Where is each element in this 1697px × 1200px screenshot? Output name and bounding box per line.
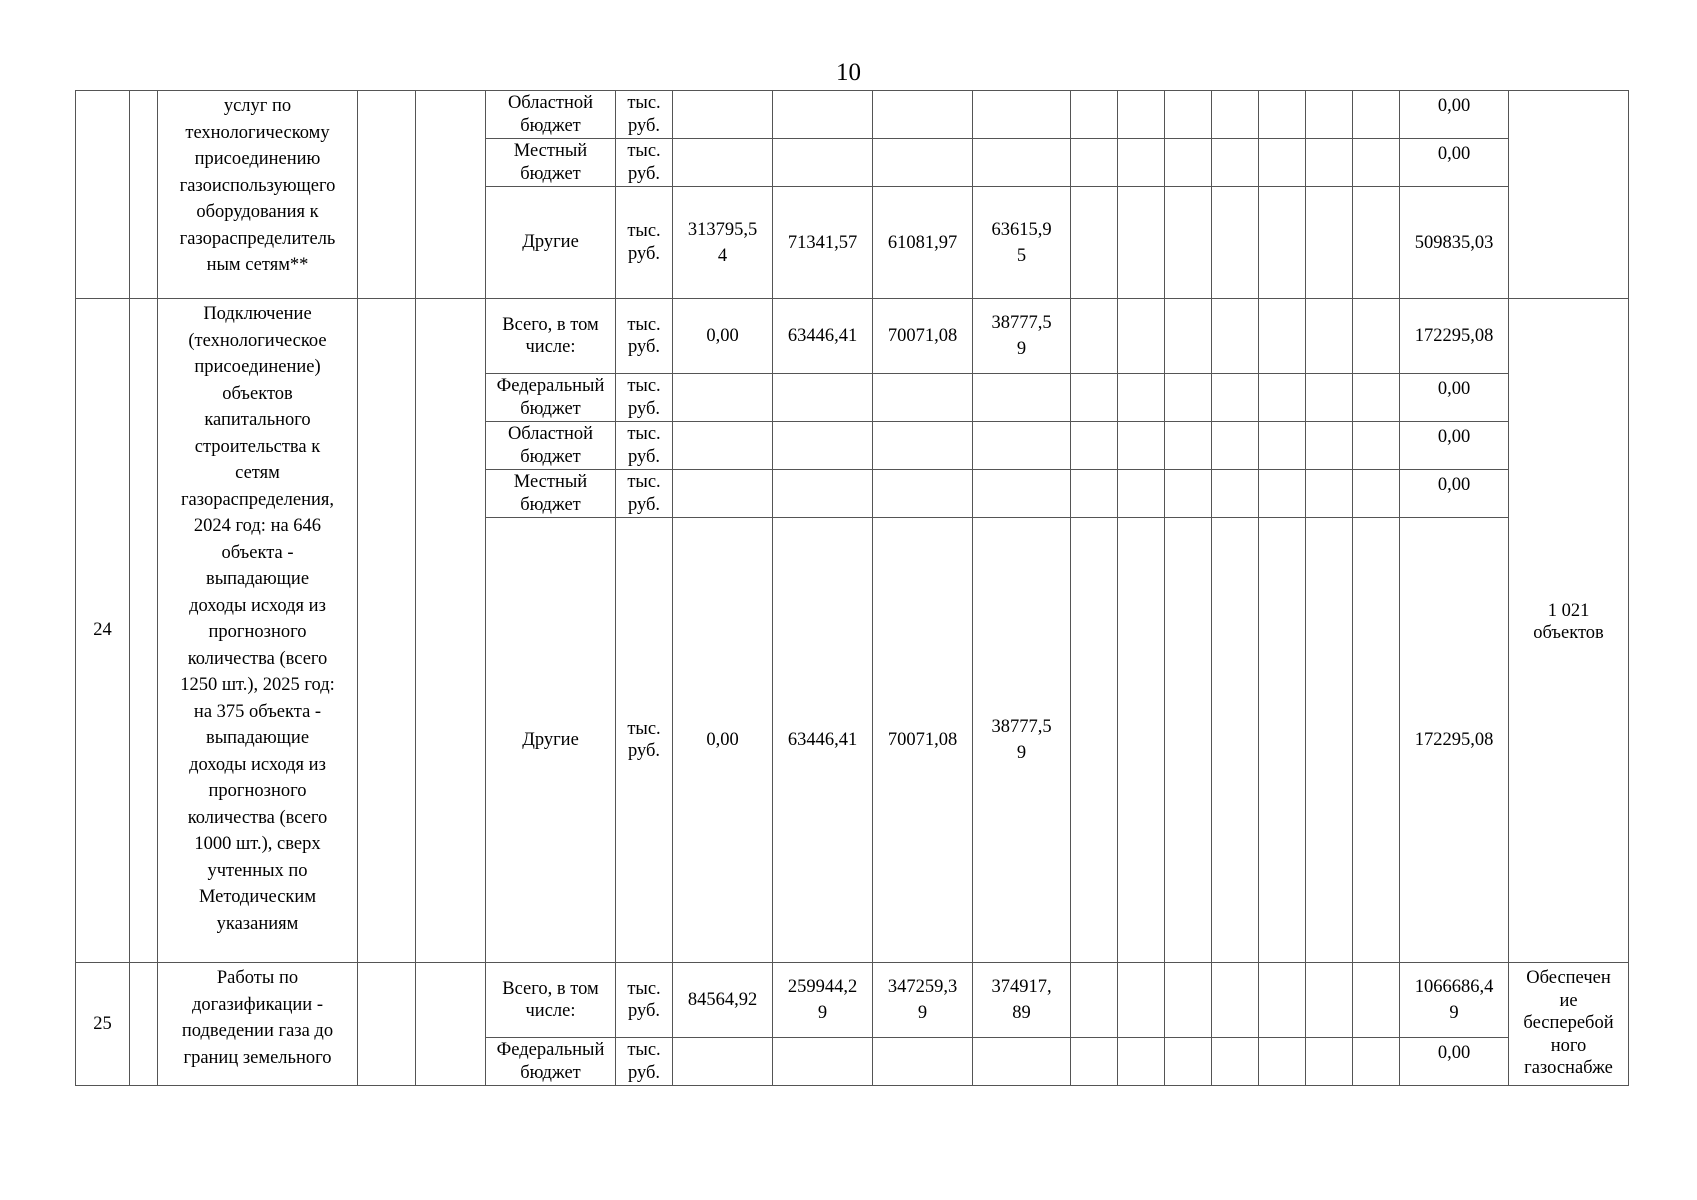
total-cell xyxy=(1400,374,1509,422)
total-cell xyxy=(1400,299,1509,374)
empty-cell xyxy=(358,963,416,1086)
value-cell-v2025-text: 63615,9 5 xyxy=(991,219,1052,266)
total-cell xyxy=(1400,470,1509,518)
empty-cell xyxy=(1212,422,1259,470)
item-description xyxy=(158,91,358,299)
empty-cell xyxy=(130,963,158,1086)
empty-cell xyxy=(1259,1038,1306,1086)
funding-source xyxy=(486,518,616,963)
empty-cell xyxy=(1306,91,1353,139)
unit-cell-text: тыс. руб. xyxy=(627,424,661,467)
item-description xyxy=(158,299,358,963)
empty-cell xyxy=(1118,963,1165,1038)
goal-cell xyxy=(1509,963,1629,1086)
value-cell-v2022-text xyxy=(673,422,772,424)
value-cell-v2022-text xyxy=(673,1038,772,1040)
value-cell-v2025-text: 374917, 89 xyxy=(991,977,1052,1023)
empty-cell xyxy=(1353,139,1400,187)
funding-source-text: Другие xyxy=(522,232,579,253)
goal-cell xyxy=(1509,299,1629,963)
funding-source-text: Областной бюджет xyxy=(507,424,594,467)
empty-cell xyxy=(1306,963,1353,1038)
value-cell-v2025-text xyxy=(973,470,1070,472)
empty-cell xyxy=(1306,187,1353,299)
total-cell-text: 0,00 xyxy=(1437,96,1471,116)
total-cell-text: 172295,08 xyxy=(1414,326,1494,346)
funding-source xyxy=(486,422,616,470)
value-cell-v2024 xyxy=(873,1038,973,1086)
value-cell-v2022-text: 0,00 xyxy=(706,326,739,346)
value-cell-v2024 xyxy=(873,374,973,422)
total-cell-text: 509835,03 xyxy=(1414,232,1494,253)
empty-cell xyxy=(1306,518,1353,963)
value-cell-v2024-text: 61081,97 xyxy=(887,232,958,253)
goal-cell xyxy=(1509,91,1629,299)
empty-cell xyxy=(1071,470,1118,518)
empty-cell xyxy=(1165,299,1212,374)
unit-cell-text: тыс. руб. xyxy=(627,314,661,357)
empty-cell xyxy=(1165,518,1212,963)
table-row xyxy=(76,91,1629,139)
empty-cell xyxy=(1212,518,1259,963)
value-cell-v2024-text xyxy=(873,91,972,93)
value-cell-v2025 xyxy=(973,1038,1071,1086)
empty-cell xyxy=(1212,187,1259,299)
empty-cell xyxy=(1071,963,1118,1038)
value-cell-v2025-text: 38777,5 9 xyxy=(991,313,1052,359)
table-row xyxy=(76,299,1629,374)
value-cell-v2025 xyxy=(973,299,1071,374)
funding-source-text: Местный бюджет xyxy=(513,472,588,515)
funding-source xyxy=(486,374,616,422)
value-cell-v2022 xyxy=(673,470,773,518)
empty-cell xyxy=(358,299,416,963)
empty-cell xyxy=(1259,91,1306,139)
unit-cell-text: тыс. руб. xyxy=(627,718,661,761)
funding-source xyxy=(486,91,616,139)
value-cell-v2023 xyxy=(773,518,873,963)
value-cell-v2025-text xyxy=(973,91,1070,93)
value-cell-v2024 xyxy=(873,299,973,374)
value-cell-v2023 xyxy=(773,470,873,518)
value-cell-v2023 xyxy=(773,1038,873,1086)
empty-cell xyxy=(1259,963,1306,1038)
value-cell-v2022 xyxy=(673,518,773,963)
unit-cell xyxy=(616,470,673,518)
value-cell-v2024 xyxy=(873,963,973,1038)
value-cell-v2023-text xyxy=(773,470,872,472)
funding-source-text: Федеральный бюджет xyxy=(496,1040,605,1083)
funding-source-text: Областной бюджет xyxy=(507,93,594,136)
value-cell-v2025-text xyxy=(973,139,1070,141)
total-cell-text: 1066686,4 9 xyxy=(1414,977,1494,1023)
empty-cell xyxy=(1353,374,1400,422)
value-cell-v2024 xyxy=(873,470,973,518)
total-cell xyxy=(1400,139,1509,187)
empty-cell xyxy=(1353,518,1400,963)
value-cell-v2022-text: 0,00 xyxy=(706,730,739,750)
value-cell-v2023 xyxy=(773,422,873,470)
value-cell-v2023 xyxy=(773,91,873,139)
funding-source xyxy=(486,1038,616,1086)
value-cell-v2022-text xyxy=(673,139,772,141)
value-cell-v2024 xyxy=(873,518,973,963)
total-cell-text: 0,00 xyxy=(1437,475,1471,495)
empty-cell xyxy=(1259,299,1306,374)
empty-cell xyxy=(416,299,486,963)
funding-source xyxy=(486,139,616,187)
empty-cell xyxy=(130,299,158,963)
unit-cell-text: тыс. руб. xyxy=(627,141,661,184)
value-cell-v2022 xyxy=(673,963,773,1038)
value-cell-v2022-text xyxy=(673,374,772,376)
empty-cell xyxy=(1259,139,1306,187)
budget-table xyxy=(75,90,1629,1086)
empty-cell xyxy=(1212,963,1259,1038)
unit-cell-text: тыс. руб. xyxy=(627,978,661,1021)
value-cell-v2023-text xyxy=(773,1038,872,1040)
empty-cell xyxy=(1118,91,1165,139)
empty-cell xyxy=(1306,299,1353,374)
empty-cell xyxy=(1259,187,1306,299)
value-cell-v2024-text xyxy=(873,470,972,472)
empty-cell xyxy=(1165,187,1212,299)
funding-source xyxy=(486,470,616,518)
value-cell-v2024-text: 70071,08 xyxy=(887,326,958,346)
empty-cell xyxy=(1071,139,1118,187)
empty-cell xyxy=(1306,139,1353,187)
goal-cell-text: Обеспечен ие бесперебой ного газоснабже xyxy=(1523,968,1614,1078)
funding-source-text: Всего, в том числе: xyxy=(502,978,599,1021)
value-cell-v2025 xyxy=(973,187,1071,299)
value-cell-v2023 xyxy=(773,299,873,374)
value-cell-v2024-text xyxy=(873,1038,972,1040)
value-cell-v2025-text: 38777,5 9 xyxy=(991,717,1052,763)
value-cell-v2022 xyxy=(673,374,773,422)
unit-cell-text: тыс. руб. xyxy=(627,472,661,515)
value-cell-v2024 xyxy=(873,91,973,139)
empty-cell xyxy=(1353,422,1400,470)
empty-cell xyxy=(1165,963,1212,1038)
empty-cell xyxy=(1353,91,1400,139)
unit-cell xyxy=(616,299,673,374)
value-cell-v2023 xyxy=(773,963,873,1038)
empty-cell xyxy=(1353,470,1400,518)
item-description xyxy=(158,963,358,1086)
empty-cell xyxy=(1071,518,1118,963)
total-cell xyxy=(1400,963,1509,1038)
empty-cell xyxy=(1259,422,1306,470)
value-cell-v2025-text xyxy=(973,1038,1070,1040)
funding-source xyxy=(486,299,616,374)
value-cell-v2024 xyxy=(873,139,973,187)
unit-cell-text: тыс. руб. xyxy=(627,221,661,264)
empty-cell xyxy=(1071,1038,1118,1086)
empty-cell xyxy=(1306,470,1353,518)
empty-cell xyxy=(1118,139,1165,187)
value-cell-v2022-text: 84564,92 xyxy=(687,990,758,1010)
empty-cell xyxy=(416,91,486,299)
empty-cell xyxy=(1353,187,1400,299)
empty-cell xyxy=(1212,470,1259,518)
value-cell-v2023-text: 71341,57 xyxy=(787,232,858,253)
item-number xyxy=(76,91,130,299)
item-number-text: 24 xyxy=(93,620,112,641)
empty-cell xyxy=(1071,187,1118,299)
empty-cell xyxy=(1071,374,1118,422)
empty-cell xyxy=(1165,1038,1212,1086)
empty-cell xyxy=(1118,1038,1165,1086)
empty-cell xyxy=(416,963,486,1086)
value-cell-v2024-text xyxy=(873,139,972,141)
empty-cell xyxy=(1071,422,1118,470)
value-cell-v2025 xyxy=(973,374,1071,422)
value-cell-v2023-text: 259944,2 9 xyxy=(787,977,858,1023)
value-cell-v2023-text: 63446,41 xyxy=(787,730,858,750)
empty-cell xyxy=(1118,518,1165,963)
unit-cell xyxy=(616,422,673,470)
total-cell-text: 172295,08 xyxy=(1414,730,1494,750)
value-cell-v2025-text xyxy=(973,374,1070,376)
total-cell-text: 0,00 xyxy=(1437,379,1471,399)
funding-source-text: Другие xyxy=(522,729,579,750)
empty-cell xyxy=(1212,1038,1259,1086)
value-cell-v2025 xyxy=(973,422,1071,470)
value-cell-v2022-text xyxy=(673,91,772,93)
value-cell-v2022 xyxy=(673,139,773,187)
value-cell-v2023-text: 63446,41 xyxy=(787,326,858,346)
funding-source-text: Всего, в том числе: xyxy=(502,314,599,357)
item-number xyxy=(76,299,130,963)
empty-cell xyxy=(1259,470,1306,518)
total-cell-text: 0,00 xyxy=(1437,1043,1471,1063)
value-cell-v2025 xyxy=(973,91,1071,139)
empty-cell xyxy=(1118,374,1165,422)
total-cell xyxy=(1400,518,1509,963)
empty-cell xyxy=(1306,374,1353,422)
funding-source xyxy=(486,187,616,299)
empty-cell xyxy=(1259,518,1306,963)
value-cell-v2024-text xyxy=(873,422,972,424)
value-cell-v2024 xyxy=(873,187,973,299)
page-number: 10 xyxy=(836,59,861,86)
value-cell-v2023-text xyxy=(773,139,872,141)
value-cell-v2024-text: 70071,08 xyxy=(887,730,958,750)
empty-cell xyxy=(1165,139,1212,187)
unit-cell-text: тыс. руб. xyxy=(627,1040,661,1083)
value-cell-v2025 xyxy=(973,470,1071,518)
value-cell-v2024-text: 347259,3 9 xyxy=(887,977,958,1023)
table-row xyxy=(76,963,1629,1038)
empty-cell xyxy=(1306,422,1353,470)
empty-cell xyxy=(358,91,416,299)
value-cell-v2025 xyxy=(973,139,1071,187)
unit-cell xyxy=(616,1038,673,1086)
goal-cell-text: 1 021 объектов xyxy=(1533,600,1604,643)
total-cell xyxy=(1400,1038,1509,1086)
value-cell-v2023-text xyxy=(773,422,872,424)
unit-cell-text: тыс. руб. xyxy=(627,93,661,136)
funding-source xyxy=(486,963,616,1038)
empty-cell xyxy=(1353,963,1400,1038)
unit-cell xyxy=(616,963,673,1038)
value-cell-v2023 xyxy=(773,187,873,299)
value-cell-v2023-text xyxy=(773,374,872,376)
empty-cell xyxy=(1212,299,1259,374)
value-cell-v2025-text xyxy=(973,422,1070,424)
item-description-text: Работы по догазификации - подведении газа до границ земельного xyxy=(181,968,334,1068)
unit-cell xyxy=(616,187,673,299)
value-cell-v2022-text: 313795,5 4 xyxy=(687,219,758,266)
item-number xyxy=(76,963,130,1086)
empty-cell xyxy=(1259,374,1306,422)
unit-cell xyxy=(616,374,673,422)
value-cell-v2024 xyxy=(873,422,973,470)
unit-cell xyxy=(616,91,673,139)
value-cell-v2022-text xyxy=(673,470,772,472)
value-cell-v2022 xyxy=(673,187,773,299)
empty-cell xyxy=(1165,374,1212,422)
empty-cell xyxy=(1165,422,1212,470)
total-cell-text: 0,00 xyxy=(1437,144,1471,164)
item-description-text: Подключение (технологическое присоединение) объектов капитального строительства к сетям газораспределения, 2024 год: на 646 объекта - выпадающие доходы исходя из прогнозного количества (всего 1250 шт.), 2025 год: на 375 объекта - выпадающие доходы исходя из прогнозного количества (всего 1000 шт.), сверх учтенных по Методическим указаниям xyxy=(180,304,335,934)
empty-cell xyxy=(1118,422,1165,470)
value-cell-v2025 xyxy=(973,963,1071,1038)
empty-cell xyxy=(1118,187,1165,299)
value-cell-v2022 xyxy=(673,299,773,374)
total-cell xyxy=(1400,422,1509,470)
item-description-text: услуг по технологическому присоединению газоиспользующего оборудования к газораспределитель ным сетям** xyxy=(179,96,336,275)
empty-cell xyxy=(1165,470,1212,518)
empty-cell xyxy=(1212,139,1259,187)
empty-cell xyxy=(1353,1038,1400,1086)
value-cell-v2023-text xyxy=(773,91,872,93)
value-cell-v2023 xyxy=(773,374,873,422)
value-cell-v2023 xyxy=(773,139,873,187)
total-cell xyxy=(1400,187,1509,299)
empty-cell xyxy=(1118,470,1165,518)
empty-cell xyxy=(1306,1038,1353,1086)
empty-cell xyxy=(1353,299,1400,374)
total-cell-text: 0,00 xyxy=(1437,427,1471,447)
total-cell xyxy=(1400,91,1509,139)
empty-cell xyxy=(1165,91,1212,139)
empty-cell xyxy=(1071,91,1118,139)
empty-cell xyxy=(130,91,158,299)
unit-cell xyxy=(616,518,673,963)
empty-cell xyxy=(1212,91,1259,139)
value-cell-v2024-text xyxy=(873,374,972,376)
value-cell-v2022 xyxy=(673,1038,773,1086)
empty-cell xyxy=(1212,374,1259,422)
value-cell-v2022 xyxy=(673,422,773,470)
empty-cell xyxy=(1071,299,1118,374)
funding-source-text: Федеральный бюджет xyxy=(496,376,605,419)
funding-source-text: Местный бюджет xyxy=(513,141,588,184)
unit-cell-text: тыс. руб. xyxy=(627,376,661,419)
item-number-text: 25 xyxy=(93,1013,112,1034)
value-cell-v2022 xyxy=(673,91,773,139)
unit-cell xyxy=(616,139,673,187)
empty-cell xyxy=(1118,299,1165,374)
value-cell-v2025 xyxy=(973,518,1071,963)
